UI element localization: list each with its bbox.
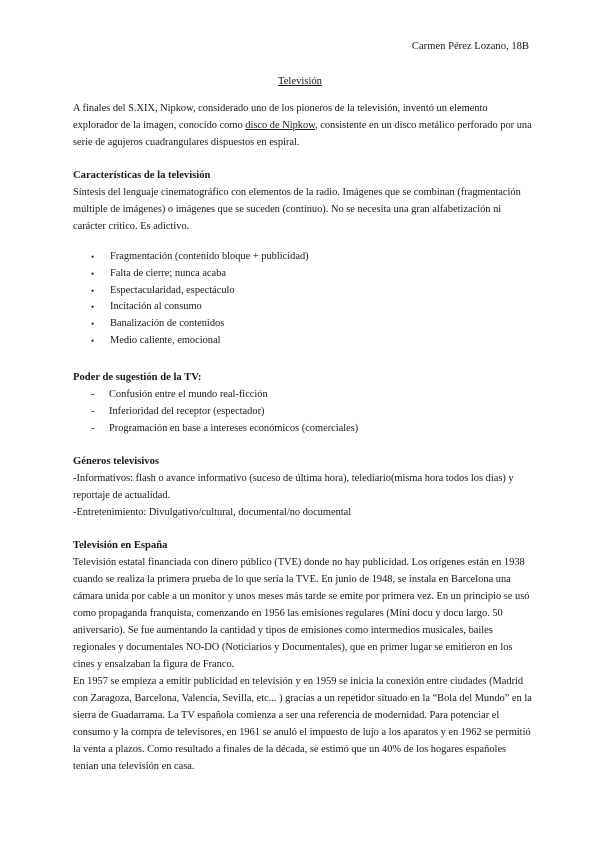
generos-entretenimiento: -Entretenimiento: Divulgativo/cultural, documental/no documental [73, 506, 352, 518]
document-body [73, 100, 533, 775]
section-caracteristicas [73, 167, 533, 350]
author-line: Carmen Pérez Lozano, 18B [411, 41, 529, 52]
espana-heading: Televisión en España [73, 539, 168, 551]
intro-paragraph [73, 100, 533, 151]
list-item: • Fragmentación (contenido bloque + publicidad) [73, 249, 533, 266]
intro-text-end: , consistente en un disco metálico perforado por una serie de agujeros cuadrangulares dispuestos en espiral. [73, 120, 532, 148]
espana-paragraph-2: En 1957 se empieza a emitir publicidad en televisión y en 1959 se inicia la conexión entre ciudades (Madrid con Zaragoza, Barcelona, Valencia, Sevilla, etc... ) gracias a un repetidor situado en la “Bola del Mundo” en la sierra de Guadarrama. La TV española comienza a ser una referencia de modernidad. Para potenciar el consumo y la compra de televisores, en 1961 se anuló el impuesto de lujo a los aparatos y en 1962 se permitió la venta a plazos. Como resultado a finales de la década, se estimó que un 40% de los hogares españoles tenían una televisión en casa. [73, 675, 532, 772]
generos-informativos: -Informativos: flash o avance informativo (suceso de última hora), telediario(misma hora todos los días) y reportaje de actualidad. [73, 472, 514, 501]
list-item: • Espectacularidad, espectáculo [73, 283, 533, 300]
list-item: - Confusión entre el mundo real-ficción [73, 386, 533, 403]
list-item: - Inferioridad del receptor (espectador) [73, 403, 533, 420]
poder-heading: Poder de sugestión de la TV: [73, 371, 202, 383]
generos-heading: Géneros televisivos [73, 455, 160, 467]
nipkow-disk-link: disco de Nipkow [245, 120, 316, 131]
list-item: • Incitación al consumo [73, 299, 533, 316]
list-item: • Falta de cierre; nunca acaba [73, 266, 533, 283]
section-generos [73, 453, 533, 521]
section-espana [73, 537, 533, 775]
list-item: • Medio caliente, emocional [73, 333, 533, 350]
espana-paragraph-1: Televisión estatal financiada con dinero público (TVE) donde no hay publicidad. Los orígenes están en 1938 cuando se realiza la primera prueba de lo que sería la TVE. En junio de 1948, se instala en Barcelona una cámara unida por cable a un monitor y unos meses más tarde se emite por primera vez. En un principio se usó como propaganda franquista, comenzando en 1956 las emisiones regulares (Mini docu y docu largo. 50 aniversario). Se fue aumentando la cantidad y tipos de emisiones como intermedios musicales, bailes regionales y documentales NO-DO (Noticiarios y Documentales), que en primer lugar se emitieron en los cines y ensalzaban la figura de Franco. [73, 556, 530, 670]
list-item: • Banalización de contenidos [73, 316, 533, 333]
caracteristicas-text: Síntesis del lenguaje cinematográfico con elementos de la radio. Imágenes que se combinan (fragmentación múltiple de imágenes) o imágenes que se suceden (continuo). No se necesita una gran alfabetización ni carácter crítico. Es adictivo. [73, 187, 521, 232]
section-poder [73, 369, 533, 437]
poder-list [73, 386, 533, 437]
document-title: Televisión [278, 76, 322, 87]
caracteristicas-heading: Características de la televisión [73, 170, 211, 181]
caracteristicas-list [73, 249, 533, 350]
list-item: - Programación en base a intereses económicos (comerciales) [73, 420, 533, 437]
intro-text-start: A finales del S.XIX, Nipkow, considerado uno de los pioneros de la televisión, inventó un elemento explorador de la imagen, conocido como [73, 103, 488, 131]
